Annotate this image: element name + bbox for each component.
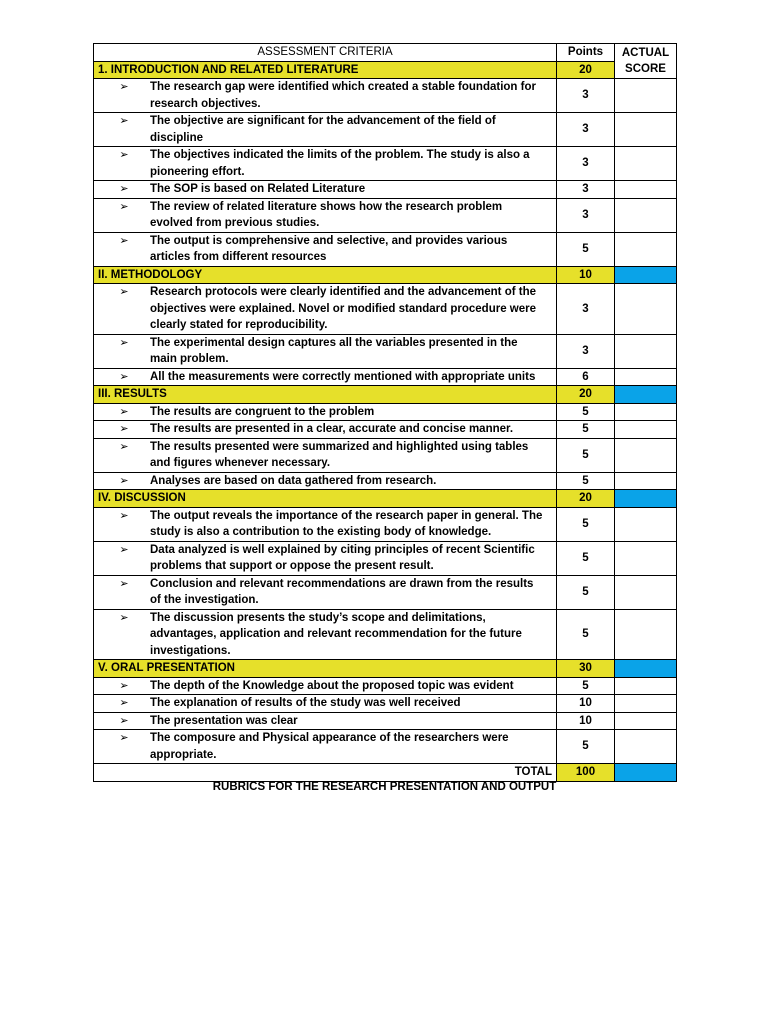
criterion-text: Data analyzed is well explained by citing principles of recent Scientific problems that support or oppose the present result. xyxy=(150,543,535,572)
criterion-cell xyxy=(94,609,557,660)
criterion-text: The explanation of results of the study was well received xyxy=(150,697,461,709)
criterion-text: The SOP is based on Related Literature xyxy=(150,183,366,195)
section-row xyxy=(94,386,677,404)
arrowhead-bullet-icon: ➢ xyxy=(119,336,129,349)
criterion-cell xyxy=(94,695,557,713)
criterion-cell xyxy=(94,79,557,113)
arrowhead-bullet-icon: ➢ xyxy=(119,577,129,590)
actual-score-cell[interactable] xyxy=(615,438,677,472)
criterion-row xyxy=(94,472,677,490)
criterion-points: 3 xyxy=(557,147,615,181)
arrowhead-bullet-icon: ➢ xyxy=(119,509,129,522)
section-score-cell[interactable] xyxy=(615,386,677,404)
actual-score-cell[interactable] xyxy=(615,507,677,541)
criterion-text: The output is comprehensive and selective, and provides various articles from different resources xyxy=(150,234,508,263)
arrowhead-bullet-icon: ➢ xyxy=(119,714,129,727)
criterion-cell xyxy=(94,284,557,335)
criterion-text: The experimental design captures all the variables presented in the main problem. xyxy=(150,336,518,365)
arrowhead-bullet-icon: ➢ xyxy=(119,423,129,435)
criterion-cell xyxy=(94,730,557,764)
criterion-row xyxy=(94,730,677,764)
rubric-table xyxy=(93,43,677,782)
actual-score-cell[interactable] xyxy=(615,575,677,609)
criterion-text: The presentation was clear xyxy=(150,714,298,727)
section-row xyxy=(94,660,677,678)
criterion-points: 5 xyxy=(557,575,615,609)
section-points: 20 xyxy=(557,386,615,404)
criterion-cell xyxy=(94,472,557,490)
points-header: Points xyxy=(557,44,615,62)
criterion-points: 5 xyxy=(557,677,615,695)
section-score-cell[interactable] xyxy=(615,660,677,678)
actual-score-cell[interactable] xyxy=(615,113,677,147)
criterion-cell xyxy=(94,403,557,421)
section-score-cell[interactable] xyxy=(615,490,677,508)
actual-score-cell[interactable] xyxy=(615,712,677,730)
criterion-row xyxy=(94,695,677,713)
criterion-cell xyxy=(94,147,557,181)
actual-score-cell[interactable] xyxy=(615,730,677,764)
criterion-text: Conclusion and relevant recommendations are drawn from the results of the investigation. xyxy=(150,577,534,606)
criterion-cell xyxy=(94,677,557,695)
actual-score-cell[interactable] xyxy=(615,609,677,660)
arrowhead-bullet-icon: ➢ xyxy=(119,115,129,127)
total-score-cell[interactable] xyxy=(615,764,677,782)
criterion-cell xyxy=(94,575,557,609)
criterion-row xyxy=(94,368,677,386)
criterion-points: 5 xyxy=(557,609,615,660)
criterion-row xyxy=(94,284,677,335)
criterion-text: The objective are significant for the advancement of the field of discipline xyxy=(150,115,496,144)
arrowhead-bullet-icon: ➢ xyxy=(119,370,129,383)
arrowhead-bullet-icon: ➢ xyxy=(119,732,129,744)
criterion-cell xyxy=(94,368,557,386)
criterion-text: All the measurements were correctly mentioned with appropriate units xyxy=(150,370,536,383)
criterion-text: The discussion presents the study’s scope and delimitations, advantages, application and relevant recommendation for the future investigations. xyxy=(150,611,522,657)
section-points: 20 xyxy=(557,61,615,79)
section-points: 20 xyxy=(557,490,615,508)
criterion-points: 6 xyxy=(557,368,615,386)
section-title: III. RESULTS xyxy=(94,386,557,404)
actual-score-cell[interactable] xyxy=(615,147,677,181)
actual-score-cell[interactable] xyxy=(615,232,677,266)
actual-score-cell[interactable] xyxy=(615,472,677,490)
criterion-row xyxy=(94,181,677,199)
criterion-points: 5 xyxy=(557,403,615,421)
criterion-text: The depth of the Knowledge about the proposed topic was evident xyxy=(150,679,514,692)
criterion-row xyxy=(94,147,677,181)
criterion-cell xyxy=(94,541,557,575)
criterion-row xyxy=(94,421,677,439)
actual-score-cell[interactable] xyxy=(615,403,677,421)
total-row xyxy=(94,764,677,782)
section-row xyxy=(94,490,677,508)
criterion-text: Analyses are based on data gathered from research. xyxy=(150,474,437,487)
criterion-row xyxy=(94,438,677,472)
arrowhead-bullet-icon: ➢ xyxy=(119,611,129,624)
actual-score-cell[interactable] xyxy=(615,677,677,695)
criterion-points: 3 xyxy=(557,181,615,199)
criterion-points: 3 xyxy=(557,334,615,368)
section-score-cell[interactable] xyxy=(615,266,677,284)
criterion-points: 10 xyxy=(557,695,615,713)
criterion-text: The review of related literature shows how the research problem evolved from previous studies. xyxy=(150,200,503,229)
criterion-cell xyxy=(94,113,557,147)
section-title: V. ORAL PRESENTATION xyxy=(94,660,557,678)
criterion-text: Research protocols were clearly identified and the advancement of the objectives were explained. Novel or modified standard procedure were clearly stated for reproducibility. xyxy=(150,286,537,331)
criterion-points: 5 xyxy=(557,421,615,439)
criterion-points: 5 xyxy=(557,730,615,764)
criterion-points: 3 xyxy=(557,198,615,232)
arrowhead-bullet-icon: ➢ xyxy=(119,543,129,556)
criterion-row xyxy=(94,609,677,660)
actual-score-cell[interactable] xyxy=(615,695,677,713)
total-label: TOTAL xyxy=(94,764,557,782)
arrowhead-bullet-icon: ➢ xyxy=(119,200,129,213)
criterion-cell xyxy=(94,438,557,472)
criterion-row xyxy=(94,541,677,575)
criterion-text: The composure and Physical appearance of the researchers were appropriate. xyxy=(150,732,509,761)
criterion-row xyxy=(94,113,677,147)
section-row xyxy=(94,61,677,79)
arrowhead-bullet-icon: ➢ xyxy=(119,679,129,692)
criterion-row xyxy=(94,507,677,541)
criteria-header: ASSESSMENT CRITERIA xyxy=(94,44,557,62)
criterion-cell xyxy=(94,712,557,730)
criterion-text: The objectives indicated the limits of the problem. The study is also a pioneering effort. xyxy=(150,149,530,178)
rubric-caption: RUBRICS FOR THE RESEARCH PRESENTATION AND OUTPUT xyxy=(212,781,557,793)
criterion-points: 10 xyxy=(557,712,615,730)
arrowhead-bullet-icon: ➢ xyxy=(119,81,129,93)
arrowhead-bullet-icon: ➢ xyxy=(119,286,129,298)
criterion-row xyxy=(94,712,677,730)
criterion-row xyxy=(94,575,677,609)
actual-score-cell[interactable] xyxy=(615,181,677,199)
criterion-text: The research gap were identified which created a stable foundation for research objectives. xyxy=(150,81,536,110)
criterion-cell xyxy=(94,421,557,439)
actual-score-cell[interactable] xyxy=(615,79,677,113)
criterion-row xyxy=(94,334,677,368)
criterion-text: The results are presented in a clear, accurate and concise manner. xyxy=(150,423,514,435)
criterion-points: 5 xyxy=(557,507,615,541)
criterion-row xyxy=(94,677,677,695)
actual-score-cell[interactable] xyxy=(615,421,677,439)
criterion-cell xyxy=(94,198,557,232)
arrowhead-bullet-icon: ➢ xyxy=(119,440,129,453)
criterion-points: 3 xyxy=(557,113,615,147)
arrowhead-bullet-icon: ➢ xyxy=(119,474,129,487)
actual-score-cell[interactable] xyxy=(615,198,677,232)
actual-score-cell[interactable] xyxy=(615,334,677,368)
criterion-row xyxy=(94,79,677,113)
criterion-points: 5 xyxy=(557,232,615,266)
actual-score-cell[interactable] xyxy=(615,541,677,575)
header-row xyxy=(94,44,677,62)
criterion-row xyxy=(94,403,677,421)
section-row xyxy=(94,266,677,284)
section-title: II. METHODOLOGY xyxy=(94,266,557,284)
actual-score-cell[interactable] xyxy=(615,284,677,335)
criterion-text: The results are congruent to the problem xyxy=(150,405,375,418)
total-points: 100 xyxy=(557,764,615,782)
criterion-text: The output reveals the importance of the research paper in general. The study is also a contribution to the existing body of knowledge. xyxy=(150,509,543,538)
criterion-text: The results presented were summarized and highlighted using tables and figures whenever necessary. xyxy=(150,440,529,469)
arrowhead-bullet-icon: ➢ xyxy=(119,234,129,247)
actual-score-cell[interactable] xyxy=(615,368,677,386)
arrowhead-bullet-icon: ➢ xyxy=(119,149,129,161)
criterion-row xyxy=(94,198,677,232)
criterion-points: 3 xyxy=(557,284,615,335)
criterion-points: 5 xyxy=(557,472,615,490)
arrowhead-bullet-icon: ➢ xyxy=(119,697,129,709)
criterion-row xyxy=(94,232,677,266)
criterion-points: 5 xyxy=(557,541,615,575)
criterion-cell xyxy=(94,507,557,541)
section-title: IV. DISCUSSION xyxy=(94,490,557,508)
section-points: 10 xyxy=(557,266,615,284)
criterion-points: 5 xyxy=(557,438,615,472)
arrowhead-bullet-icon: ➢ xyxy=(119,405,129,418)
criterion-cell xyxy=(94,334,557,368)
arrowhead-bullet-icon: ➢ xyxy=(119,183,129,195)
criterion-cell xyxy=(94,232,557,266)
actual-score-header: ACTUAL SCORE xyxy=(615,44,677,79)
section-points: 30 xyxy=(557,660,615,678)
criterion-cell xyxy=(94,181,557,199)
criterion-points: 3 xyxy=(557,79,615,113)
section-title: 1. INTRODUCTION AND RELATED LITERATURE xyxy=(94,61,557,79)
